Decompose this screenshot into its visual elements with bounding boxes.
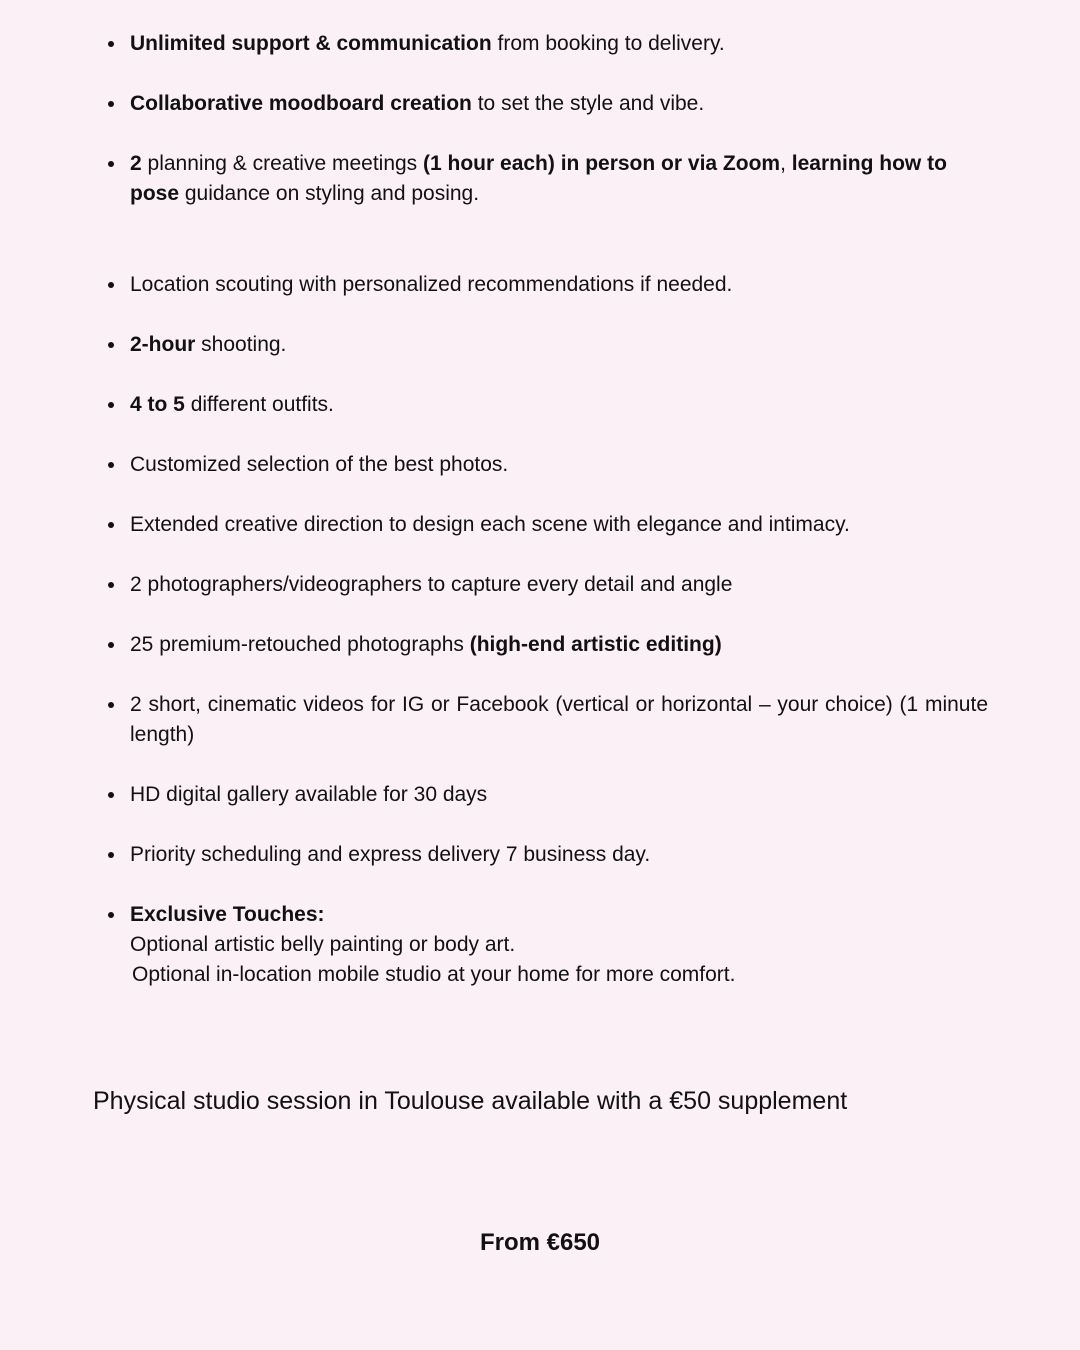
list-item: 2-hour shooting. — [108, 330, 988, 360]
list-item: Unlimited support & communication from booking to delivery. — [108, 29, 988, 59]
list-item: Extended creative direction to design each scene with elegance and intimacy. — [108, 510, 988, 540]
list-item: 2 planning & creative meetings (1 hour each) in person or via Zoom, learning how to pose guidance on styling and posing. — [108, 149, 988, 209]
exclusive-touch-item: Optional in-location mobile studio at your home for more comfort. — [132, 963, 736, 986]
exclusive-touch-item: Optional artistic belly painting or body art. — [130, 933, 516, 956]
list-item: Collaborative moodboard creation to set the style and vibe. — [108, 89, 988, 119]
list-item: Customized selection of the best photos. — [108, 450, 988, 480]
list-item — [108, 900, 988, 990]
list-item: 25 premium-retouched photographs (high-end artistic editing) — [108, 630, 988, 660]
list-item: 2 photographers/videographers to capture every detail and angle — [108, 570, 988, 600]
list-item: Location scouting with personalized recommendations if needed. — [108, 270, 988, 300]
list-item: Priority scheduling and express delivery 7 business day. — [108, 840, 988, 870]
list-item: 2 short, cinematic videos for IG or Facebook (vertical or horizontal – your choice) (1 minute length) — [108, 690, 988, 750]
list-item: 4 to 5 different outfits. — [108, 390, 988, 420]
studio-session-note: Physical studio session in Toulouse available with a €50 supplement — [93, 1087, 848, 1115]
price-label: From €650 — [479, 1229, 601, 1256]
exclusive-touches-heading: Exclusive Touches: — [130, 903, 325, 926]
list-item: HD digital gallery available for 30 days — [108, 780, 988, 810]
features-list — [108, 29, 988, 1020]
